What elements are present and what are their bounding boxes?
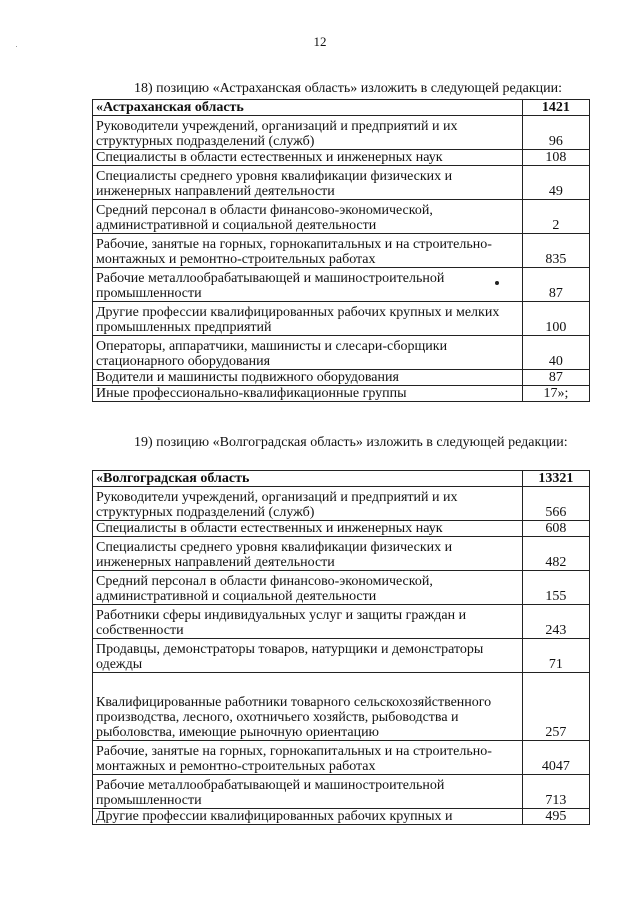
table-header-row: [93, 100, 590, 116]
row-value: 4047: [522, 741, 589, 775]
row-label: Руководители учреждений, организаций и предприятий и их структурных подразделений (служб): [93, 116, 523, 150]
row-label: Средний персонал в области финансово-экономической, административной и социальной деятельности: [93, 200, 523, 234]
row-value: 108: [522, 150, 589, 166]
table-row: [93, 150, 590, 166]
table-volgograd: [92, 470, 590, 825]
table-row: [93, 302, 590, 336]
row-value: 87: [522, 268, 589, 302]
table-row: [93, 521, 590, 537]
table-row: [93, 605, 590, 639]
row-value: 566: [522, 487, 589, 521]
table-header-row: [93, 471, 590, 487]
row-value: 257: [522, 673, 589, 741]
table-row: [93, 200, 590, 234]
page-number: 12: [313, 34, 327, 49]
table-row: [93, 775, 590, 809]
table-row: [93, 336, 590, 370]
row-label: Специалисты среднего уровня квалификации физических и инженерных направлений деятельности: [93, 537, 523, 571]
region-total: 1421: [522, 100, 589, 116]
table-row: [93, 268, 590, 302]
row-label: Рабочие, занятые на горных, горнокапитальных и на строительно-монтажных и ремонтно-строительных работах: [93, 234, 523, 268]
row-label: Специалисты среднего уровня квалификации физических и инженерных направлений деятельности: [93, 166, 523, 200]
row-value: 608: [522, 521, 589, 537]
table-row: [93, 571, 590, 605]
row-value: 100: [522, 302, 589, 336]
region-total: 13321: [522, 471, 589, 487]
table-astrakhan: [92, 99, 590, 402]
scan-dot: [495, 281, 499, 285]
table-row: [93, 809, 590, 825]
row-label: Продавцы, демонстраторы товаров, натурщики и демонстраторы одежды: [93, 639, 523, 673]
row-value: 835: [522, 234, 589, 268]
row-value: 495: [522, 809, 589, 825]
row-value: 243: [522, 605, 589, 639]
row-value: 155: [522, 571, 589, 605]
row-label: Квалифицированные работники товарного сельскохозяйственного производства, лесного, охотничьего хозяйств, рыбоводства и рыболовства, имеющие рыночную ориентацию: [93, 673, 523, 741]
row-value: 96: [522, 116, 589, 150]
row-label: Рабочие металлообрабатывающей и машиностроительной промышленности: [93, 775, 523, 809]
row-label: Средний персонал в области финансово-экономической, административной и социальной деятельности: [93, 571, 523, 605]
table-row: [93, 386, 590, 402]
row-value: 40: [522, 336, 589, 370]
row-label: Специалисты в области естественных и инженерных наук: [93, 521, 523, 537]
row-value: 482: [522, 537, 589, 571]
table-row: [93, 673, 590, 741]
row-label: Рабочие металлообрабатывающей и машиностроительной промышленности: [93, 268, 523, 302]
row-label: Операторы, аппаратчики, машинисты и слесари-сборщики стационарного оборудования: [93, 336, 523, 370]
table-row: [93, 234, 590, 268]
table-row: [93, 639, 590, 673]
table-row: [93, 370, 590, 386]
row-label: Работники сферы индивидуальных услуг и защиты граждан и собственности: [93, 605, 523, 639]
table-row: [93, 741, 590, 775]
row-label: Другие профессии квалифицированных рабочих крупных и: [93, 809, 523, 825]
row-label: Руководители учреждений, организаций и предприятий и их структурных подразделений (служб): [93, 487, 523, 521]
row-value: 17»;: [522, 386, 589, 402]
region-name: «Волгоградская область: [93, 471, 523, 487]
row-value: 713: [522, 775, 589, 809]
region-name: «Астраханская область: [93, 100, 523, 116]
row-value: 87: [522, 370, 589, 386]
row-label: Рабочие, занятые на горных, горнокапитальных и на строительно-монтажных и ремонтно-строительных работах: [93, 741, 523, 775]
row-label: Иные профессионально-квалификационные группы: [93, 386, 523, 402]
row-label: Водители и машинисты подвижного оборудования: [93, 370, 523, 386]
row-value: 49: [522, 166, 589, 200]
table-row: [93, 487, 590, 521]
row-value: 71: [522, 639, 589, 673]
table-row: [93, 537, 590, 571]
row-label: Специалисты в области естественных и инженерных наук: [93, 150, 523, 166]
row-value: 2: [522, 200, 589, 234]
table-row: [93, 166, 590, 200]
section-19-intro: 19) позицию «Волгоградская область» изложить в следующей редакции:: [134, 435, 568, 450]
section-18-intro: 18) позицию «Астраханская область» изложить в следующей редакции:: [134, 81, 563, 96]
row-label: Другие профессии квалифицированных рабочих крупных и мелких промышленных предприятий: [93, 302, 523, 336]
table-row: [93, 116, 590, 150]
